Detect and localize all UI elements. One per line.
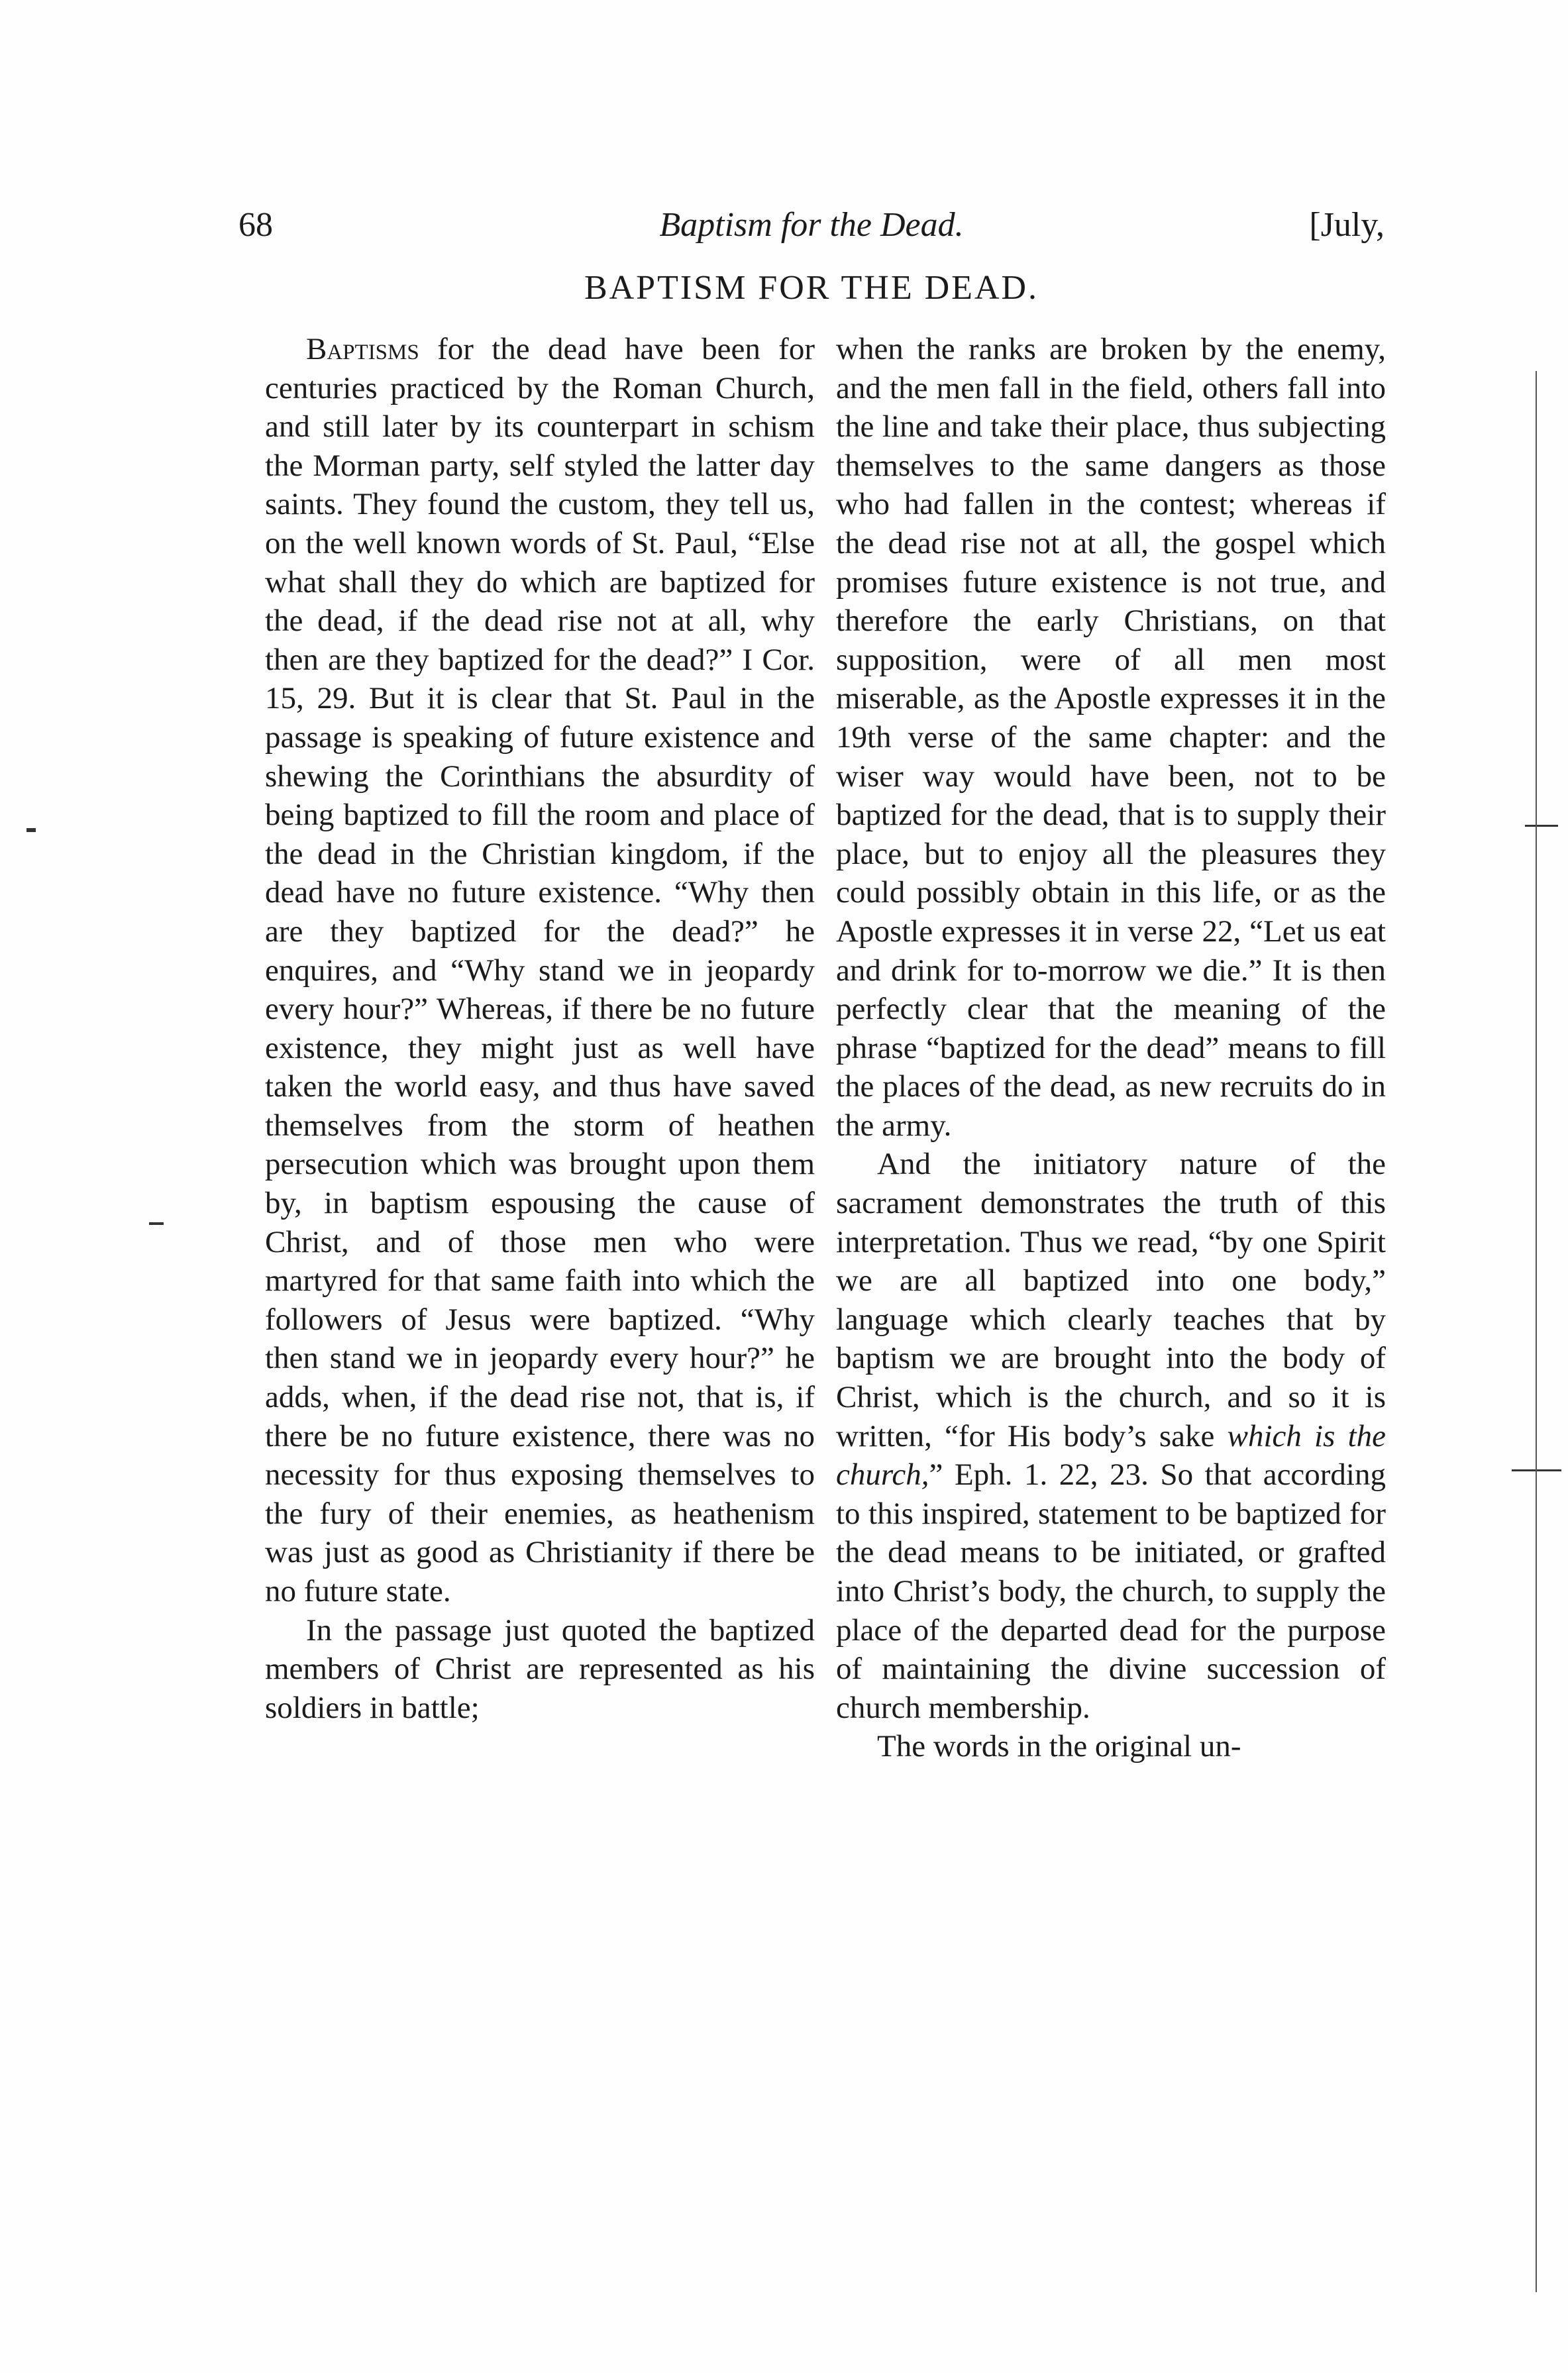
page-number: 68 bbox=[238, 206, 273, 244]
right-paragraph-3: The words in the original un- bbox=[877, 1729, 1241, 1764]
left-paragraph-1-text: for the dead have been for centuries practiced by the Roman Church, and still later by its counterpart in schism the Morman party, self styled the latter day saints. They found the custom, they tell us, on the well known words of St. Paul, “Else what shall they do which are baptized for the dead, if the dead rise not at all, why then are they baptized for the dead?” I Cor. 15, 29. But it is clear that St. Paul in the passage is speaking of future existence and shewing the Corinthians the absurdity of being baptized to fill the room and place of the dead in the Christian kingdom, if the dead have no future existence. “Why then are they baptized for the dead?” he enquires, and “Why stand we in jeopardy every hour?” Whereas, if there be no future existence, they might just as well have taken the world easy, and thus have saved themselves from the storm of heathen persecution which was brought upon them by, in baptism espousing the cause of Christ, and of those men who were martyred for that same faith into which the followers of Jesus were baptized. “Why then stand we in jeopardy every hour?” he adds, when, if the dead rise not, that is, if there be no future existence, there was no necessity for thus exposing themselves to the fury of their enemies, as heathenism was just as good as Christianity if there be no future state. bbox=[265, 332, 815, 1608]
running-title: Baptism for the Dead. bbox=[659, 206, 964, 244]
running-head bbox=[238, 199, 1385, 252]
emphasis-phrase: which is the church, bbox=[836, 1418, 1386, 1493]
margin-mark bbox=[1525, 825, 1558, 827]
margin-mark bbox=[149, 1222, 164, 1225]
binding-edge bbox=[1536, 371, 1537, 2292]
article-title: BAPTISM FOR THE DEAD. bbox=[584, 269, 1039, 307]
right-paragraph-2-before: And the initiatory nature of the sacrament demonstrates the truth of this interpretation. Thus we read, “by one Spirit we are all baptized into one body,” language which clearly teaches that by baptism we are brought into the body of Christ, which is the church, and so it is written, “for His body’s sake bbox=[836, 1147, 1386, 1453]
right-paragraph-2 bbox=[836, 1145, 1386, 1727]
margin-mark bbox=[26, 828, 36, 832]
lead-word: Baptisms bbox=[306, 332, 419, 366]
running-date: [July, bbox=[1309, 206, 1385, 244]
left-column bbox=[265, 330, 815, 1727]
right-column bbox=[836, 330, 1386, 1766]
right-paragraph-2-after: ” Eph. 1. 22, 23. So that according to this inspired, statement to be baptized for the dead means to be initiated, or grafted into Christ’s body, the church, to supply the place of the departed dead for the purpose of maintaining the divine succession of church membership. bbox=[836, 1457, 1386, 1725]
left-paragraph-2: In the passage just quoted the baptized members of Christ are represented as his soldiers in battle; bbox=[265, 1612, 815, 1725]
right-paragraph-1: when the ranks are broken by the enemy, and the men fall in the field, others fall into the line and take their place, thus subjecting themselves to the same dangers as those who had fallen in the contest; whereas if the dead rise not at all, the gospel which promises future existence is not true, and therefore the early Christians, on that supposition, were of all men most miserable, as the Apostle expresses it in the 19th verse of the same chapter: and the wiser way would have been, not to be baptized for the dead, that is to supply their place, but to enjoy all the pleasures they could possibly obtain in this life, or as the Apostle expresses it in verse 22, “Let us eat and drink for to-morrow we die.” It is then perfectly clear that the meaning of the phrase “baptized for the dead” means to fill the places of the dead, as new recruits do in the army. bbox=[836, 332, 1386, 1143]
left-paragraph-1 bbox=[265, 330, 815, 1611]
